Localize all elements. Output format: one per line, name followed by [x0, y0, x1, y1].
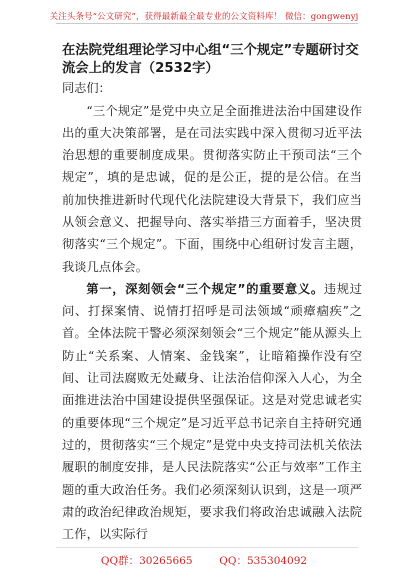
- header-banner: 关注头条号“公文研究”，获得最新最全最专业的公文资料库！ 微信：gongwenyj: [49, 12, 359, 22]
- document-body: [62, 42, 362, 545]
- footer-divider: [56, 547, 358, 548]
- paragraph-2: [62, 278, 362, 546]
- paragraph-text: “三个规定”是党中央立足全面推进法治中国建设作出的重大决策部署，是在司法实践中深入贯彻习近平法治思想的重要制度成果。贯彻落实防止干预司法“三个规定”，填的是忠诚，促的是公正，提的是公信。在当前加快推进新时代现代化法院建设大背景下，我们应当从领会意义、把握导向、落实举措三方面着手，坚决贯彻落实“三个规定”。下面，围绕中心组研讨发言主题，我谈几点体会。: [62, 103, 362, 274]
- header-divider: [56, 23, 358, 24]
- paragraph-text: 违规过问、打探案情、说情打招呼是司法领域“顽瘴痼疾”之首。全体法院干警必须深刻领会“三个规定”能从源头上防止“关系案、人情案、金钱案”，让暗箱操作没有空间、让司法腐败无处藏身、让法治信仰深入人心，为全面推进法治中国建设提供坚强保证。这是对党忠诚老实的重要体现“三个规定”是习近平总书记亲自主持研究通过的，贯彻落实“三个规定”是党中央支持司法机关依法履职的制度安排，是人民法院落实“公正与效率”工作主题的重大政治任务。我们必须深刻认识到，这是一项严肃的政治纪律政治规矩，要求我们将政治忠诚融入法院工作，以实际行: [62, 281, 362, 542]
- paragraph-lead: 第一，深刻领会“三个规定”的重要意义。: [86, 281, 324, 296]
- document-title: 在法院党组理论学习中心组“三个规定”专题研讨交流会上的发言（2532字）: [62, 43, 359, 76]
- paragraph-1: [62, 100, 362, 278]
- salutation: 同志们：: [62, 81, 111, 95]
- footer-contact: QQ群：30265665 QQ：535304092: [100, 555, 308, 567]
